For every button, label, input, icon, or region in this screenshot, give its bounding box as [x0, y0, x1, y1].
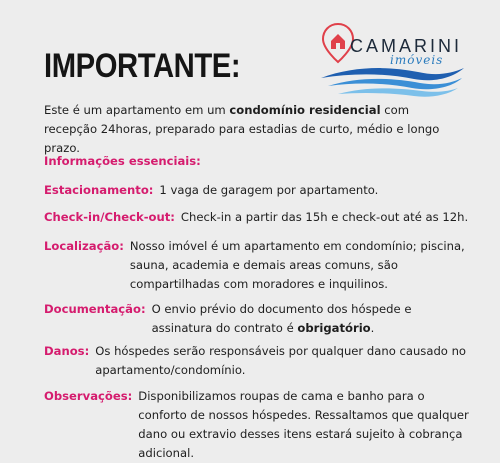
item-value-text: O envio prévio do documento dos hóspede e assinatura do contrato é	[151, 302, 412, 335]
item-observacoes	[44, 387, 474, 463]
logo-name: CAMARINI	[350, 36, 463, 56]
item-label: Observações:	[44, 389, 133, 403]
item-value: Disponibilizamos roupas de cama e banho para o conforto de nossos hóspedes. Ressaltamos que qualquer dano ou extravio desses itens estará sujeito à cobrança adicional.	[138, 389, 469, 460]
item-value: Nosso imóvel é um apartamento em condomínio; piscina, sauna, academia e demais areas comuns, são compartilhadas com moradores e inquilinos.	[129, 239, 465, 291]
intro-text-after: com recepção 24horas, preparado para estadias de curto, médio e longo prazo.	[44, 103, 440, 155]
item-checkin	[44, 208, 474, 227]
logo-subtitle: imóveis	[390, 53, 444, 67]
item-value: Check-in a partir das 15h e check-out até as 12h.	[180, 210, 469, 224]
item-value-after: .	[370, 321, 375, 335]
item-danos	[44, 342, 474, 380]
item-value: 1 vaga de garagem por apartamento.	[159, 183, 379, 197]
item-estacionamento	[44, 181, 474, 200]
page-title: IMPORTANTE:	[44, 47, 241, 85]
item-label: Localização:	[44, 239, 124, 253]
item-label: Check-in/Check-out:	[44, 210, 175, 224]
item-label: Documentação:	[44, 302, 146, 316]
item-label: Danos:	[44, 344, 90, 358]
item-documentacao	[44, 300, 474, 338]
item-localizacao	[44, 237, 474, 294]
intro-paragraph	[44, 101, 464, 158]
item-label: Estacionamento:	[44, 183, 154, 197]
section-heading: Informações essenciais:	[44, 154, 201, 168]
item-value: Os hóspedes serão responsáveis por qualquer dano causado no apartamento/condomínio.	[95, 344, 467, 377]
item-value	[152, 300, 474, 338]
item-value-bold: obrigatório	[297, 321, 371, 335]
company-logo	[318, 22, 468, 98]
intro-text-before: Este é um apartamento em um	[44, 103, 230, 117]
intro-bold: condomínio residencial	[229, 103, 381, 117]
